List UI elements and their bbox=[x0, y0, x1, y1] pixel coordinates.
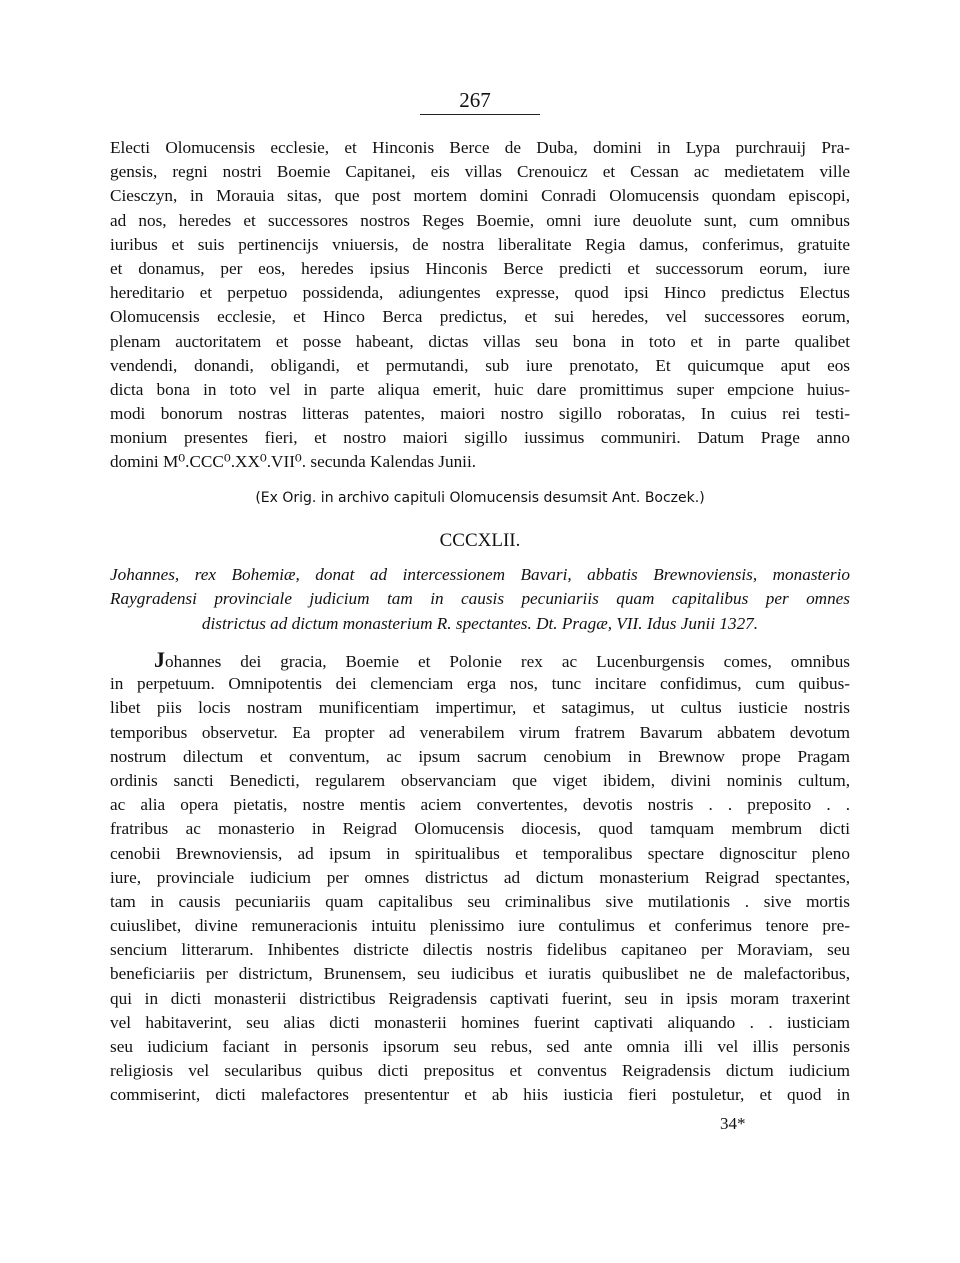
text-line: Electi Olomucensis ecclesie, et Hinconis Berce de Duba, domini in Lypa purchrauij Pra- bbox=[110, 138, 850, 157]
document-headnote bbox=[110, 563, 850, 636]
first-body-line bbox=[110, 648, 850, 672]
text-line: cuiuslibet, divine remuneracionis intuitu plenissimo iure contulimus et conferimus tenore pre- bbox=[110, 916, 850, 936]
text-line: ad nos, heredes et successores nostros Reges Boemie, omni iure deuolute sunt, cum omnibus bbox=[110, 210, 850, 230]
text-line: iure, provinciale iudicium per omnes districtus ad dictum monasterium Reigrad spectantes, bbox=[110, 867, 850, 887]
text-line: temporibus observetur. Ea propter ad venerabilem virum fratrem Bavarum abbatem devotum bbox=[110, 722, 850, 742]
text-line: qui in dicti monasterii districtibus Reigradensis captivati fuerint, seu in ipsis moram traxerint bbox=[110, 988, 850, 1008]
text-line: modi bonorum nostras litteras patentes, maiori nostro sigillo roboratas, In cuius rei testi- bbox=[110, 404, 850, 424]
text-line: plenam auctoritatem et posse habeant, dictas villas seu bona in toto et in parte qualibet bbox=[110, 331, 850, 351]
text-line: ordinis sancti Benedicti, regularem observanciam que viget ibidem, divini nominis cultum, bbox=[110, 770, 850, 790]
text-line: seu iudicium faciant in personis ipsorum seu rebus, sed ante omnia illi vel illis personis bbox=[110, 1037, 850, 1056]
document-number: CCCXLII. bbox=[439, 530, 521, 551]
first-line-text: ohannes dei gracia, Boemie et Polonie rex ac Lucenburgensis comes, omnibus bbox=[165, 652, 850, 671]
text-line: vel habitaverint, seu alias dicti monasterii homines fuerint captivati aliquando . . iusticiam bbox=[110, 1012, 850, 1032]
text-line: libet piis locis nostram munificentiam impertimur, et satagimus, ut cultus iusticie nostris bbox=[110, 698, 850, 718]
headnote-line: districtus ad dictum monasterium R. spectantes. Dt. Pragæ, VII. Idus Junii 1327. bbox=[201, 613, 759, 633]
source-note: (Ex Orig. in archivo capituli Olomucensis desumsit Ant. Boczek.) bbox=[255, 490, 705, 506]
text-line: hereditario et perpetuo possidenda, adiungentes expresse, quod ipsi Hinco predictus Electus bbox=[110, 283, 850, 303]
text-line: beneficiariis per districtum, Brunensem, seu iudicibus et iuratis quibuslibet ne de malefactoribus, bbox=[110, 964, 850, 984]
headnote-line: Raygradensi provinciale judicium tam in causis pecuniariis quam capitalibus per omnes bbox=[110, 589, 850, 609]
text-line: domini M⁰.CCC⁰.XX⁰.VII⁰. secunda Kalendas Junii. bbox=[110, 452, 477, 472]
text-line: commiserint, dicti malefactores presententur et ab hiis iusticia fieri postuletur, et quod in bbox=[110, 1085, 850, 1105]
text-line: cenobii Brewnoviensis, ad ipsum in spiritualibus et temporalibus spectare dignoscitur pleno bbox=[110, 843, 850, 863]
initial-letter: J bbox=[154, 648, 165, 672]
signature-mark: 34* bbox=[720, 1114, 746, 1133]
text-line: fratribus ac monasterio in Reigrad Olomucensis diocesis, quod tamquam membrum dicti bbox=[110, 819, 850, 839]
text-line: dicta bona in toto vel in parte aliqua emerit, huic dare promittimus super empcione huius- bbox=[110, 379, 850, 399]
text-line: iuribus et suis pertinencijs vniuersis, de nostra liberalitate Regia damus, conferimus, gratuite bbox=[110, 234, 850, 254]
text-line: nostrum dilectum et conventum, ac ipsum sacrum cenobium in Brewnow prope Pragam bbox=[110, 746, 850, 766]
text-line: vendendi, donandi, obligandi, et permutandi, sub iure prenotato, Et quicumque aput eos bbox=[110, 355, 850, 375]
text-line: in perpetuum. Omnipotentis dei clemenciam erga nos, tunc incitare confidimus, cum quibus- bbox=[110, 674, 850, 694]
text-line: religiosis vel secularibus quibus dicti prepositus et conventus Reigradensis dictum iudicium bbox=[110, 1061, 850, 1081]
document-body bbox=[110, 648, 850, 1108]
text-line: sencium litterarum. Inhibentes districte dilectis nostris fidelibus capitaneo per Moraviam, seu bbox=[110, 940, 850, 960]
text-line: et donamus, per eos, heredes ipsius Hinconis Berce predicti et successorum eorum, iure bbox=[110, 258, 850, 278]
text-line: Ciesczyn, in Morauia sitas, que post mortem domini Conradi Olomucensis quondam episcopi, bbox=[110, 186, 850, 206]
continuation-text bbox=[110, 136, 850, 475]
text-line: Olomucensis ecclesie, et Hinco Berca predictus, et sui heredes, vel successores eorum, bbox=[110, 307, 850, 327]
text-line: monium presentes fieri, et nostro maiori sigillo iussimus communiri. Datum Prage anno bbox=[110, 428, 850, 448]
page-number-rule bbox=[420, 114, 540, 115]
text-line: ac alia opera pietatis, nostre mentis aciem convertentes, devotis nostris . . preposito . . bbox=[110, 795, 850, 815]
text-line: gensis, regni nostri Boemie Capitanei, eis villas Crenouicz et Cessan ac medietatem ville bbox=[110, 162, 850, 182]
text-line: tam in causis pecuniariis quam capitalibus seu criminalibus sive mutilationis . sive mortis bbox=[110, 891, 850, 911]
page-number: 267 bbox=[459, 88, 491, 112]
headnote-line: Johannes, rex Bohemiæ, donat ad intercessionem Bavari, abbatis Brewnoviensis, monasterio bbox=[110, 565, 850, 584]
